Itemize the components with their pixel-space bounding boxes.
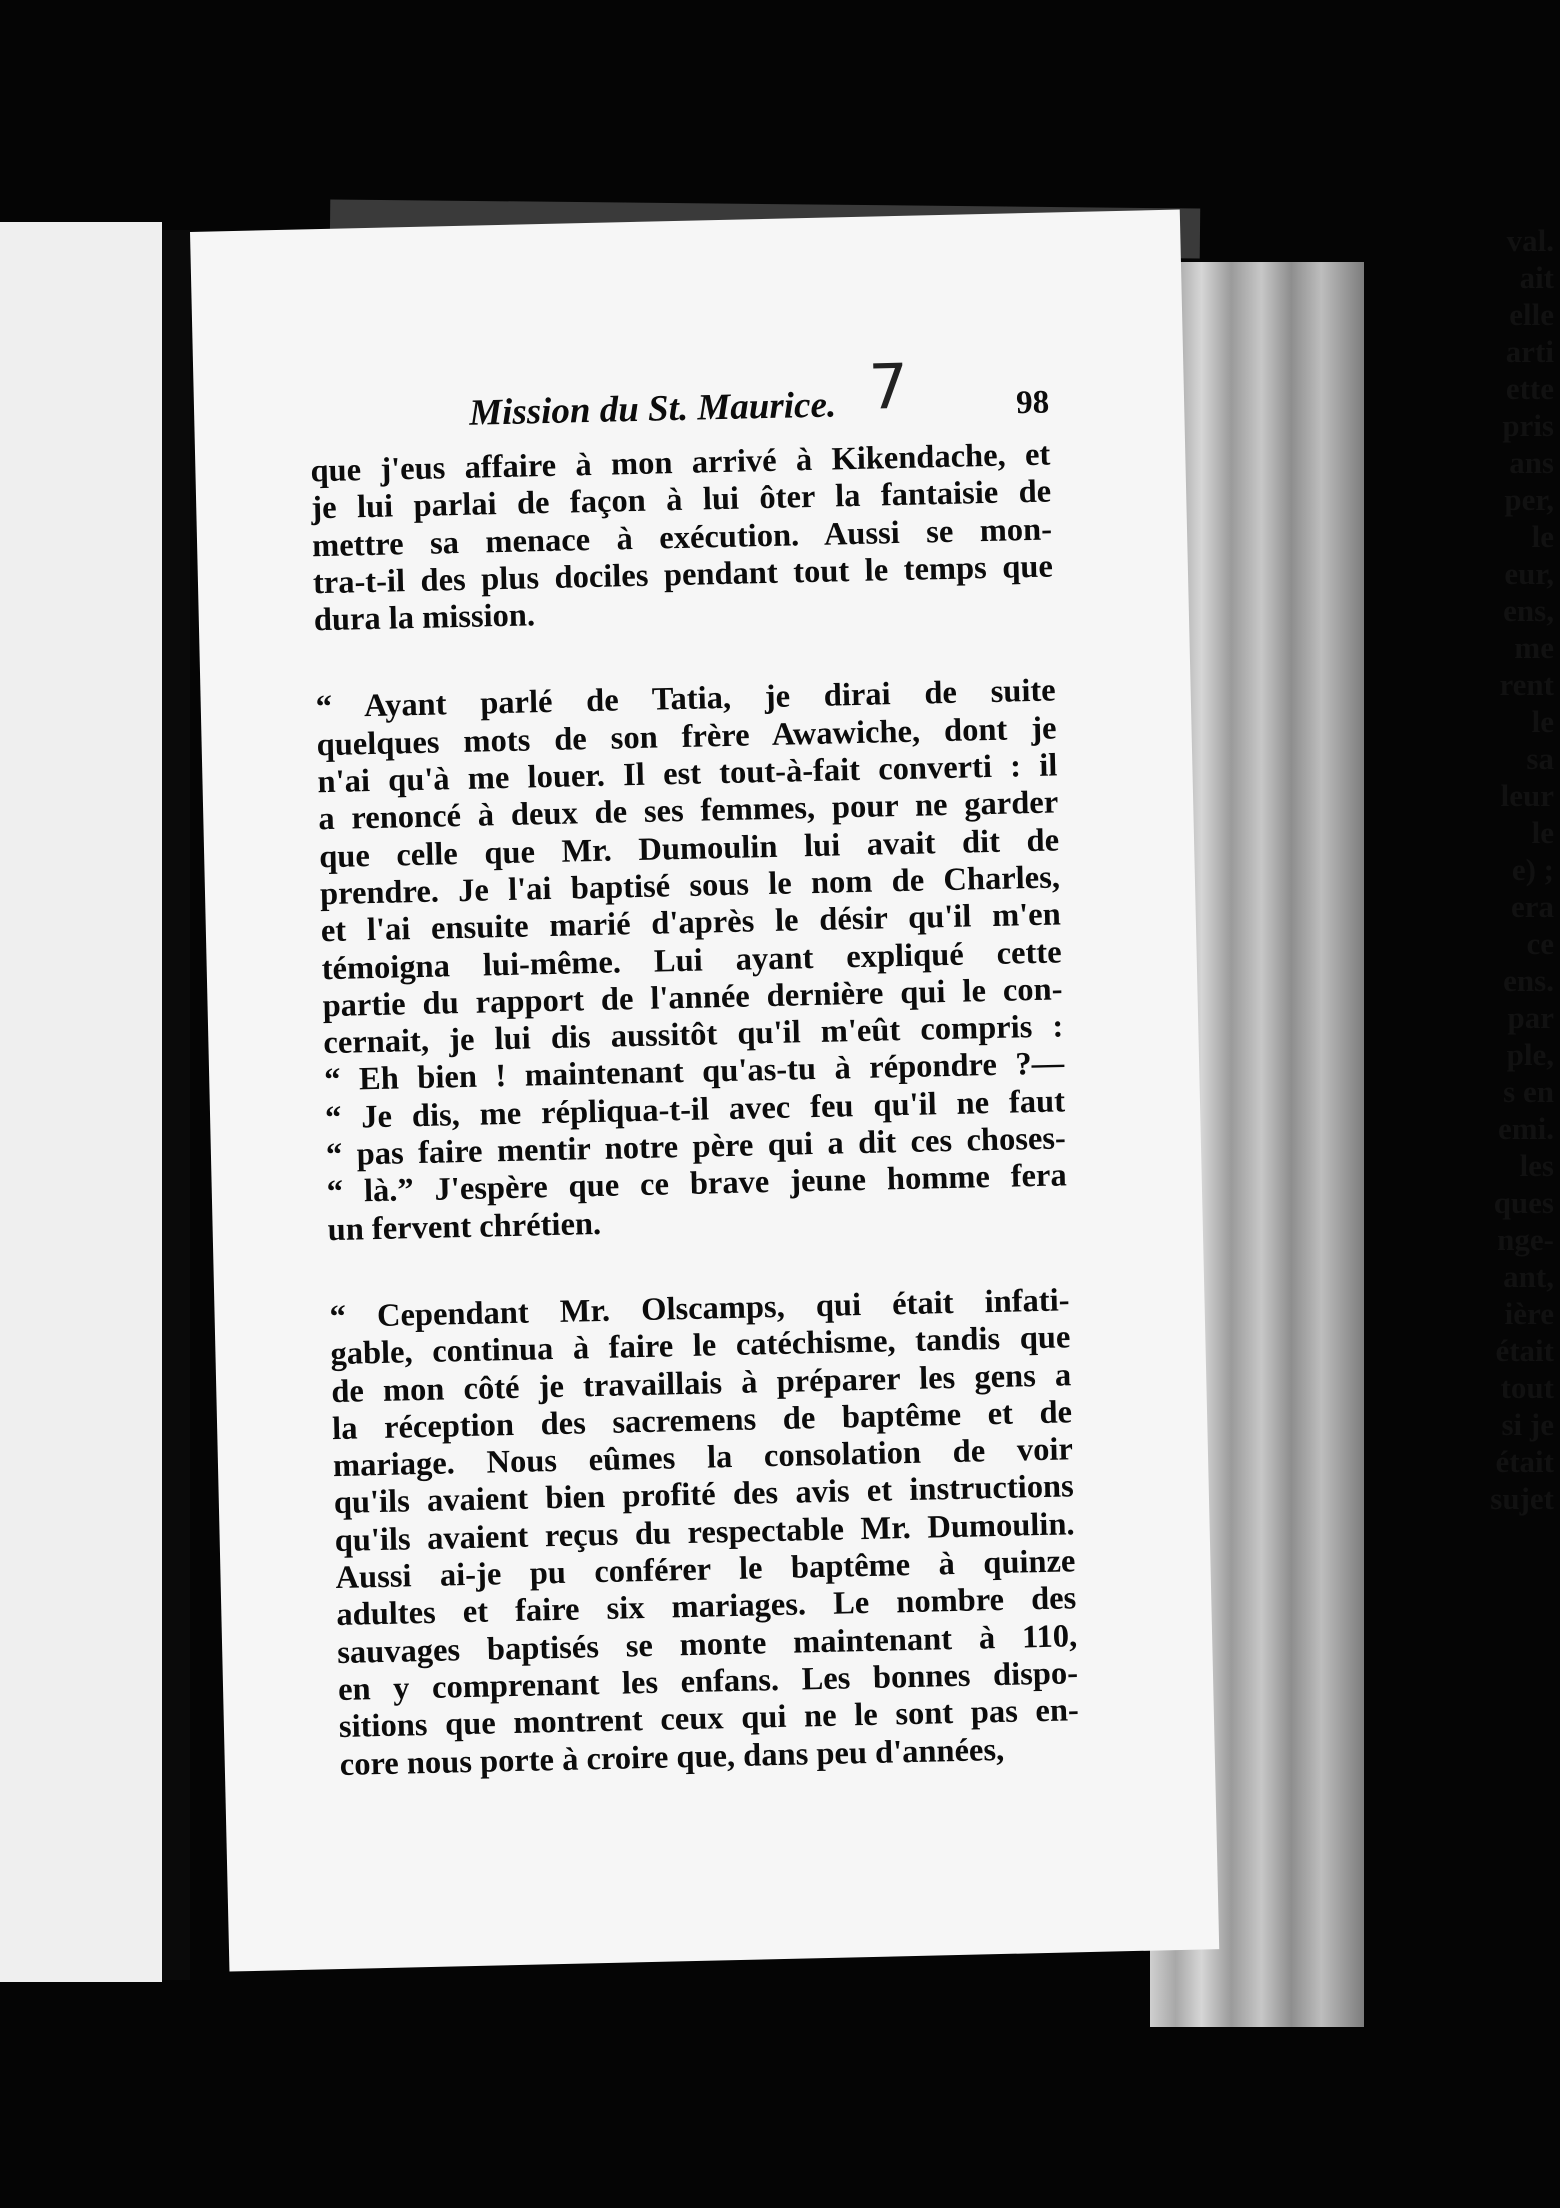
text-line: Aussi ai-je pu conférer le baptême à quinze (335, 1543, 1076, 1597)
text-line: cernait, je lui dis aussitôt qu'il m'eût compris : (323, 1008, 1064, 1062)
left-page-line-fragment: sujet (1490, 1481, 1554, 1516)
text-line: que j'eus affaire à mon arrivé à Kikendache, et (310, 436, 1051, 490)
left-page-line-fragment: le (1531, 815, 1554, 850)
text-line: “ Cependant Mr. Olscamps, qui était infati- (329, 1282, 1070, 1336)
text-line: “ Eh bien ! maintenant qu'as-tu à répondre ?— (323, 1045, 1065, 1099)
text-line: core nous porte à croire que, dans peu d'années, (339, 1731, 1005, 1783)
left-page-line-fragment: ques (1493, 1185, 1554, 1220)
text-line: “ Je dis, me répliqua-t-il avec feu qu'il ne faut (324, 1083, 1066, 1136)
text-line: partie du rapport de l'année dernière qui le con- (322, 971, 1063, 1025)
text-line: je lui parlai de façon à lui ôter la fantaisie de (310, 473, 1052, 527)
book-gutter (162, 230, 190, 1980)
text-line: “ pas faire mentir notre père qui a dit ces choses- (325, 1120, 1067, 1174)
page-content (309, 349, 1080, 1784)
left-page-line-fragment: rent (1499, 667, 1554, 702)
text-line: mariage. Nous eûmes la consolation de voir (332, 1431, 1074, 1485)
left-page-line-fragment: ple, (1506, 1037, 1554, 1072)
handwritten-annotation: 7 (867, 349, 909, 424)
text-line: n'ai qu'à me louer. Il est tout-à-fait converti : il (317, 747, 1058, 801)
left-page (0, 222, 162, 1982)
left-page-line-fragment: par (1507, 1000, 1554, 1035)
left-page-line-fragment: ait (1519, 260, 1554, 295)
left-page-line-fragment: nge- (1497, 1222, 1554, 1257)
left-page-line-fragment: ce (1526, 926, 1554, 961)
left-page-line-fragment: était (1495, 1444, 1554, 1479)
text-line: adultes et faire six mariages. Le nombre des (336, 1580, 1077, 1634)
text-line: “ Ayant parlé de Tatia, je dirai de suite (315, 672, 1057, 726)
left-page-line-fragment: elle (1509, 297, 1554, 332)
left-page-line-fragment: per, (1504, 482, 1554, 517)
text-line: tra-t-il des plus dociles pendant tout le temps que (312, 548, 1054, 602)
left-page-line-fragment: le (1531, 519, 1554, 554)
text-line: a renoncé à deux de ses femmes, pour ne garder (317, 784, 1059, 838)
left-page-line-fragment: ens, (1503, 593, 1554, 628)
left-page-line-fragment: si je (1501, 1407, 1554, 1442)
left-page-line-fragment: le (1531, 704, 1554, 739)
text-line: un fervent chrétien. (327, 1205, 602, 1248)
left-page-line-fragment: s en (1503, 1074, 1554, 1109)
left-page-line-fragment: ant, (1503, 1259, 1554, 1294)
left-page-line-fragment: ens. (1503, 963, 1554, 998)
text-line: “ là.” J'espère que ce brave jeune homme fera (326, 1157, 1068, 1211)
left-page-line-fragment: sa (1526, 741, 1554, 776)
left-page-line-fragment: les (1519, 1148, 1554, 1183)
left-page-line-fragment: e) ; (1511, 852, 1554, 887)
left-page-line-fragment: me (1514, 630, 1554, 665)
text-line: qu'ils avaient bien profité des avis et instructions (333, 1468, 1075, 1522)
paragraph (329, 1282, 1080, 1784)
left-page-line-fragment: leur (1500, 778, 1554, 813)
left-page-line-fragment: eur, (1504, 556, 1554, 591)
text-line: mettre sa menace à exécution. Aussi se mon- (311, 511, 1053, 564)
left-page-text-fragments (1490, 222, 1554, 1517)
text-line: gable, continua à faire le catéchisme, tandis que (330, 1319, 1071, 1373)
text-line: qu'ils avaient reçus du respectable Mr. Dumoulin. (334, 1505, 1075, 1559)
running-title: Mission du St. Maurice. (468, 384, 837, 434)
text-line: dura la mission. (313, 597, 536, 639)
text-line: prendre. Je l'ai baptisé sous le nom de Charles, (319, 859, 1061, 913)
paragraph (315, 673, 1068, 1249)
left-page-line-fragment: emi. (1498, 1111, 1554, 1146)
text-line: sitions que montrent ceux qui ne le sont pas en- (338, 1692, 1080, 1746)
text-line: témoigna lui-même. Lui ayant expliqué cette (321, 933, 1062, 987)
right-page (190, 210, 1219, 1972)
text-line: et l'ai ensuite marié d'après le désir qu'il m'en (320, 896, 1062, 950)
left-page-line-fragment: era (1510, 889, 1554, 924)
left-page-line-fragment: était (1495, 1333, 1554, 1368)
paragraph (310, 437, 1054, 640)
left-page-line-fragment: arti (1505, 334, 1554, 369)
text-line: que celle que Mr. Dumoulin lui avait dit de (318, 822, 1060, 875)
text-line: sauvages baptisés se monte maintenant à 110, (336, 1617, 1078, 1671)
body-text (310, 437, 1080, 1784)
left-page-line-fragment: ière (1504, 1296, 1554, 1331)
left-page-line-fragment: tout (1500, 1370, 1554, 1405)
left-page-line-fragment: ans (1509, 445, 1554, 480)
text-line: la réception des sacremens de baptême et de (331, 1394, 1073, 1447)
text-line: quelques mots de son frère Awawiche, dont je (316, 710, 1057, 764)
text-line: en y comprenant les enfans. Les bonnes dispo- (337, 1655, 1079, 1708)
left-page-line-fragment: ette (1505, 371, 1554, 406)
left-page-line-fragment: pris (1502, 408, 1554, 443)
page-number: 98 (1015, 384, 1050, 422)
text-line: de mon côté je travaillais à préparer les gens a (330, 1356, 1072, 1410)
left-page-line-fragment: val. (1506, 223, 1554, 258)
